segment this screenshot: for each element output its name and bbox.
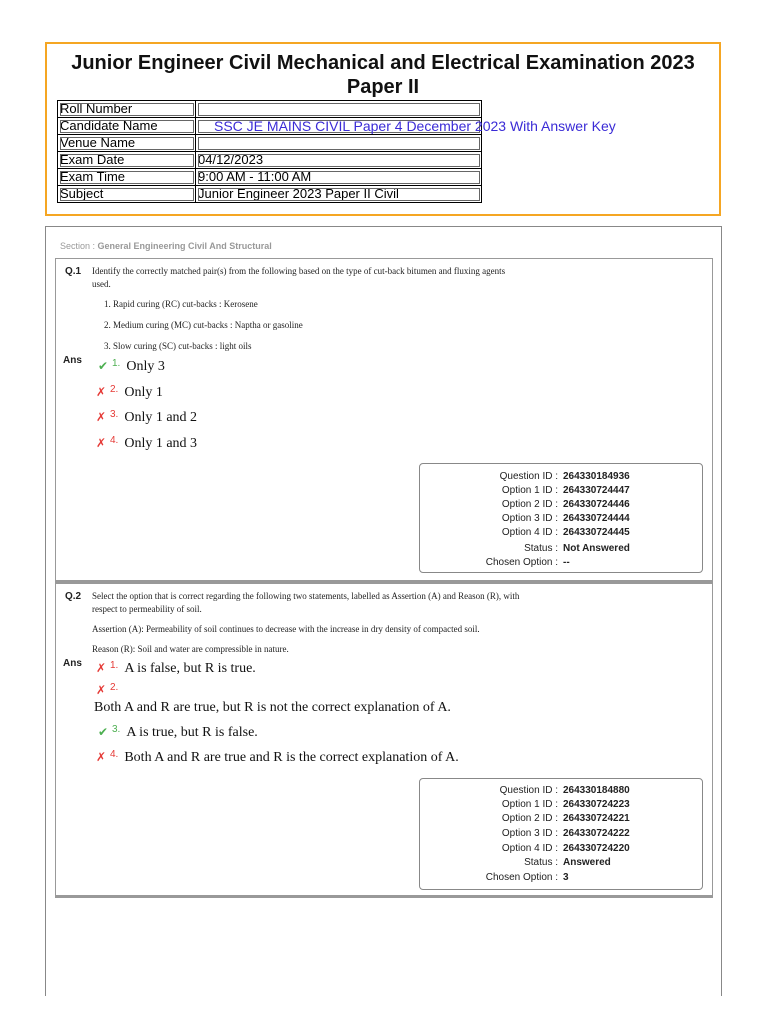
check-icon: ✔	[98, 359, 109, 373]
meta-row	[420, 556, 702, 570]
info-key: Candidate Name	[58, 118, 196, 135]
meta-key: Status :	[524, 857, 558, 868]
option-text: A is true, but R is false.	[126, 725, 258, 740]
info-value: 04/12/2023	[196, 152, 482, 169]
option-number: 2.	[110, 682, 119, 693]
info-key: Exam Date	[58, 152, 196, 169]
info-value: Junior Engineer 2023 Paper II Civil	[196, 186, 482, 203]
option-4	[96, 434, 197, 452]
info-value: 9:00 AM - 11:00 AM	[196, 169, 482, 186]
exam-title-line2: Paper II	[346, 76, 420, 98]
question-meta-box	[419, 463, 703, 573]
question-text-line: respect to permeability of soil.	[92, 604, 202, 614]
meta-key: Option 2 ID :	[501, 813, 558, 824]
meta-key: Question ID :	[499, 471, 558, 482]
option-text: Both A and R are true and R is the correct explanation of A.	[124, 750, 459, 765]
info-key: Venue Name	[58, 135, 196, 152]
meta-key: Option 3 ID :	[501, 513, 558, 524]
meta-value: --	[563, 557, 570, 568]
info-row	[58, 135, 482, 152]
meta-value: 264330724444	[563, 513, 630, 524]
question-number: Q.1	[65, 266, 82, 277]
option-text: Only 1 and 3	[124, 436, 198, 451]
meta-key: Option 3 ID :	[501, 828, 558, 839]
meta-key: Option 4 ID :	[501, 527, 558, 538]
meta-value: 264330724446	[563, 499, 630, 510]
question-item: Reason (R): Soil and water are compressible in nature.	[92, 644, 289, 654]
question-item: 2. Medium curing (MC) cut-backs : Naptha or gasoline	[104, 320, 303, 330]
option-text: Only 1	[124, 385, 163, 400]
meta-row	[420, 498, 702, 512]
exam-title	[47, 51, 719, 99]
answer-label: Ans	[63, 658, 82, 669]
meta-row	[420, 827, 702, 841]
option-number: 3.	[110, 409, 119, 420]
cross-icon: ✗	[96, 436, 107, 450]
meta-row	[420, 784, 702, 798]
meta-row	[420, 526, 702, 540]
meta-value: 264330724222	[563, 828, 630, 839]
exam-title-line1: Junior Engineer Civil Mechanical and Electrical Examination 2023	[71, 52, 695, 74]
option-2	[96, 383, 163, 401]
meta-row	[420, 470, 702, 484]
option-2	[96, 681, 124, 699]
meta-value: 264330724223	[563, 799, 630, 810]
cross-icon: ✗	[96, 410, 107, 424]
info-key: Roll Number	[58, 101, 196, 118]
option-number: 1.	[112, 358, 121, 369]
info-row	[58, 169, 482, 186]
meta-row	[420, 798, 702, 812]
meta-row	[420, 812, 702, 826]
meta-key: Option 2 ID :	[501, 499, 558, 510]
option-3	[96, 408, 197, 426]
meta-row	[420, 512, 702, 526]
watermark-text: SSC JE MAINS CIVIL Paper 4 December 2023 With Answer Key	[214, 118, 616, 134]
info-row	[58, 152, 482, 169]
meta-row	[420, 856, 702, 870]
cross-icon: ✗	[96, 385, 107, 399]
meta-value: 264330184936	[563, 471, 630, 482]
meta-value: 264330724445	[563, 527, 630, 538]
option-1	[96, 659, 256, 677]
question-item: Assertion (A): Permeability of soil continues to decrease with the increase in dry density of compacted soil.	[92, 624, 480, 634]
info-key: Exam Time	[58, 169, 196, 186]
cross-icon: ✗	[96, 661, 107, 675]
meta-row	[420, 484, 702, 498]
meta-value: 264330724220	[563, 843, 630, 854]
cross-icon: ✗	[96, 683, 107, 697]
option-2-text-block	[94, 698, 451, 716]
answer-label: Ans	[63, 355, 82, 366]
section-name: General Engineering Civil And Structural	[97, 241, 272, 251]
question-item: 3. Slow curing (SC) cut-backs : light oils	[104, 341, 252, 351]
meta-value: 264330184880	[563, 785, 630, 796]
option-number: 4.	[110, 749, 119, 760]
meta-key: Option 4 ID :	[501, 843, 558, 854]
option-3	[98, 723, 258, 741]
question-meta-box	[419, 778, 703, 890]
check-icon: ✔	[98, 725, 109, 739]
meta-key: Option 1 ID :	[501, 799, 558, 810]
meta-value: Answered	[563, 857, 611, 868]
question-item: 1. Rapid curing (RC) cut-backs : Kerosene	[104, 299, 258, 309]
section-prefix: Section :	[60, 241, 98, 251]
meta-key: Chosen Option :	[485, 557, 558, 568]
option-1	[98, 357, 165, 375]
candidate-info-table	[57, 100, 482, 203]
meta-value: Not Answered	[563, 543, 630, 554]
question-text	[92, 265, 505, 291]
meta-value: 264330724447	[563, 485, 630, 496]
option-text: Both A and R are true, but R is not the correct explanation of A.	[94, 700, 451, 715]
info-key: Subject	[58, 186, 196, 203]
question-text	[92, 590, 519, 616]
meta-value: 264330724221	[563, 813, 630, 824]
option-number: 4.	[110, 435, 119, 446]
section-label	[60, 241, 272, 251]
meta-key: Question ID :	[499, 785, 558, 796]
question-text-line: Identify the correctly matched pair(s) from the following based on the type of cut-back bitumen and fluxing agents	[92, 266, 506, 276]
meta-row	[420, 842, 702, 856]
question-text-line: Select the option that is correct regarding the following two statements, labelled as Assertion (A) and Reason (R), with	[92, 591, 520, 601]
meta-value: 3	[563, 872, 569, 883]
option-text: Only 1 and 2	[124, 410, 198, 425]
option-number: 3.	[112, 724, 121, 735]
option-number: 1.	[110, 660, 119, 671]
question-text-line: used.	[92, 279, 111, 289]
option-4	[96, 748, 459, 766]
info-row	[58, 101, 482, 118]
option-number: 2.	[110, 384, 119, 395]
meta-key: Option 1 ID :	[501, 485, 558, 496]
meta-key: Status :	[524, 543, 558, 554]
meta-row	[420, 871, 702, 885]
question-number: Q.2	[65, 591, 82, 602]
info-value	[196, 135, 482, 152]
option-text: Only 3	[126, 359, 165, 374]
meta-row	[420, 542, 702, 556]
cross-icon: ✗	[96, 750, 107, 764]
info-value	[196, 101, 482, 118]
meta-key: Chosen Option :	[485, 872, 558, 883]
option-text: A is false, but R is true.	[124, 661, 256, 676]
info-row	[58, 186, 482, 203]
